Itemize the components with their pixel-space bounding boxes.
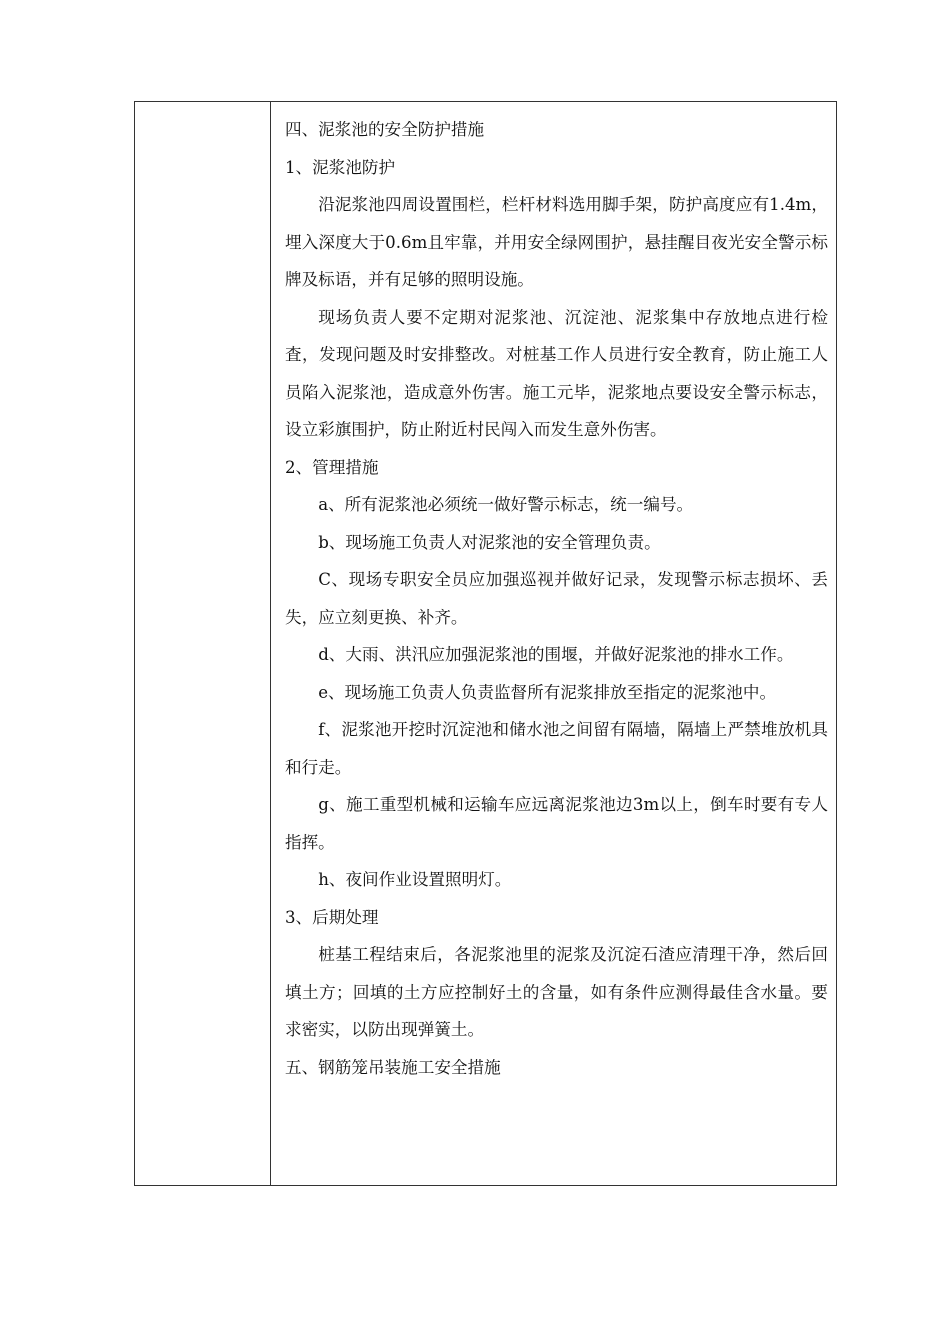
paragraph-inspection: 现场负责人要不定期对泥浆池、沉淀池、泥浆集中存放地点进行检査，发现问题及时安排整改。对桩基工作人员进行安全教育，防止施工人员陷入泥浆池，造成意外伤害。施工元毕，泥浆地点要设安全警示标志，设立彩旗围护，防止附近村民闯入而发生意外伤害。: [285, 307, 828, 439]
subsection-heading-1: 1、泥浆池防护: [285, 157, 396, 177]
section-heading-5: 五、钢筋笼吊装施工安全措施: [285, 1057, 501, 1077]
list-item-h: h、夜间作业设置照明灯。: [318, 870, 512, 889]
list-item-g: g、施工重型机械和运输车应远离泥浆池边3m以上，倒车时要有专人指挥。: [285, 795, 828, 852]
list-item-d: d、大雨、洪汛应加强泥浆池的围堰，并做好泥浆池的排水工作。: [318, 645, 794, 664]
subsection-heading-2: 2、管理措施: [285, 457, 379, 477]
list-item-b: b、现场施工负责人对泥浆池的安全管理负责。: [318, 532, 661, 552]
list-item-e: e、现场施工负责人负责监督所有泥浆排放至指定的泥浆池中。: [318, 682, 777, 702]
list-item-a: a、所有泥浆池必须统一做好警示标志，统一编号。: [318, 495, 694, 514]
section-heading-4: 四、泥浆池的安全防护措施: [285, 120, 485, 139]
document-table: [134, 101, 837, 1186]
subsection-heading-3: 3、后期处理: [285, 907, 379, 927]
table-content-cell: [271, 102, 836, 1185]
paragraph-cleanup: 桩基工程结束后，各泥浆池里的泥浆及沉淀石渣应清理干净，然后回填土方；回填的土方应控制好土的含量，如有条件应测得最佳含水量。要求密实，以防出现弹簧土。: [285, 945, 828, 1039]
paragraph-fence: 沿泥浆池四周设置围栏，栏杆材料选用脚手架，防护高度应有1.4m，埋入深度大于0.6m且牢靠，并用安全绿网围护，悬挂醒目夜光安全警示标牌及标语，并有足够的照明设施。: [285, 195, 828, 289]
list-item-f: f、泥浆池开挖时沉淀池和储水池之间留有隔墙，隔墙上严禁堆放机具和行走。: [285, 720, 828, 777]
table-left-cell: [135, 102, 271, 1185]
list-item-c: C、现场专职安全员应加强巡视并做好记录，发现警示标志损坏、丢失，应立刻更换、补齐。: [285, 570, 828, 627]
